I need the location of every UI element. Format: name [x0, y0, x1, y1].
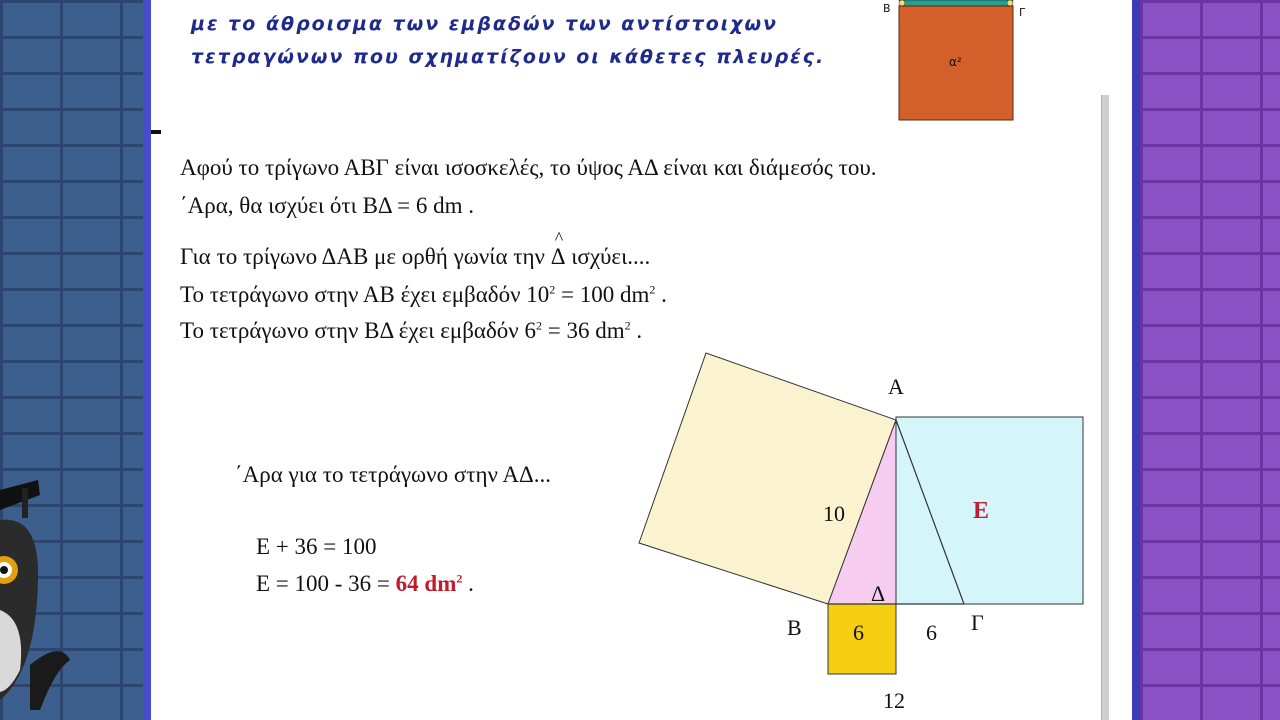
label-d: Δ [871, 581, 886, 606]
p2l1-text: Για το τρίγωνο ΔΑΒ με ορθή γωνία την [180, 244, 551, 269]
angle-hat: ^ [554, 228, 564, 248]
p2l2-mid: = 100 dm [555, 282, 650, 307]
label-a: Α [888, 374, 904, 399]
p2l3-text: Το τετράγωνο στην ΒΔ έχει εμβαδόν 6 [180, 318, 536, 343]
label-e: Ε [973, 498, 990, 524]
board-frame-left [143, 0, 151, 720]
mini-label-g: Γ [1019, 6, 1026, 19]
pythagoras-figure [151, 0, 1132, 720]
label-b: Β [787, 615, 802, 640]
owl-mascot [0, 470, 70, 720]
label-ab-length: 10 [823, 501, 845, 526]
p2l3-mid: = 36 dm [541, 318, 625, 343]
paragraph-1-line-1: Αφού το τρίγωνο ΑΒΓ είναι ισοσκελές, το ύψος ΑΔ είναι και διάμεσός του. [180, 155, 877, 180]
p2l1-end: ισχύει.... [565, 244, 651, 269]
mini-label-b: Β [883, 2, 891, 15]
eq2-exp: 2 [456, 571, 463, 586]
board-frame-right [1132, 0, 1140, 720]
p2l2-end: . [655, 282, 667, 307]
angle-letter: Δ [550, 244, 566, 269]
eq2-result-value: 64 dm [395, 571, 457, 596]
p2l2-exp2: 2 [649, 282, 656, 297]
intro-line-2: τετραγώνων που σχηματίζουν οι κάθετες πλευρές. [191, 46, 826, 68]
paragraph-1-line-2: ΄Αρα, θα ισχύει ότι ΒΔ = 6 dm . [180, 193, 475, 218]
label-g: Γ [971, 610, 984, 635]
intro-line-1: με το άθροισμα των εμβαδών των αντίστοιχων [191, 13, 778, 35]
label-bg-length: 12 [883, 688, 905, 713]
brick-wall-right [1140, 0, 1280, 720]
mini-area-label: α² [949, 55, 962, 69]
label-dg-length: 6 [926, 620, 937, 645]
eq2-end: . [462, 571, 474, 596]
document-page [151, 0, 1132, 720]
eq2-text: Ε = 100 - 36 = [256, 571, 396, 596]
p2l3-exp: 2 [535, 318, 542, 333]
p2l3-exp2: 2 [624, 318, 631, 333]
label-bd-length: 6 [853, 620, 864, 645]
square-on-ad [896, 417, 1083, 604]
equation-1: Ε + 36 = 100 [256, 534, 377, 559]
p2l3-end: . [630, 318, 643, 343]
p2l2-text: Το τετράγωνο στην ΑΒ έχει εμβαδόν 10 [180, 282, 550, 307]
page-scrollbar[interactable] [1101, 95, 1109, 720]
conclusion-line-1: ΄Αρα για το τετράγωνο στην ΑΔ... [235, 462, 552, 487]
p2l2-exp: 2 [549, 282, 556, 297]
